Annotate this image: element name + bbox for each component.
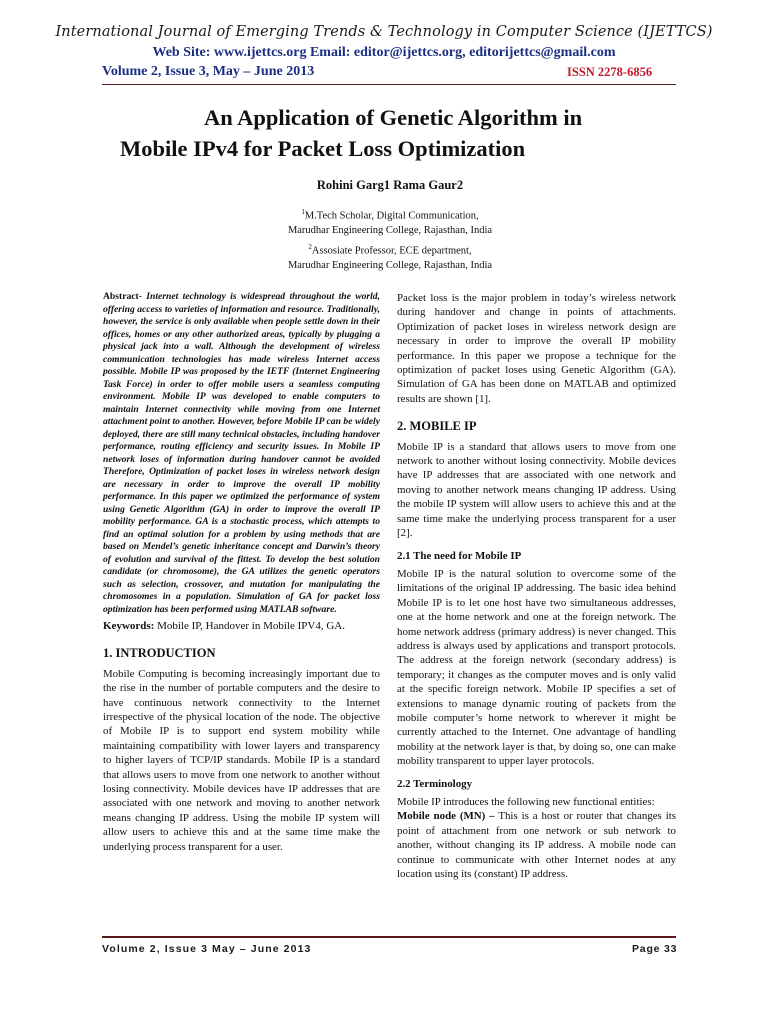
affiliation-2 (0, 240, 768, 273)
terminology-text: Mobile IP introduces the following new functional entities: (397, 796, 655, 808)
left-column (103, 291, 380, 854)
introduction-text: Mobile Computing is becoming increasingly important due to the rise in the number of portable computers and the desire to have continuous network connectivity to the Internet irrespective of the physical location of the node. The objective of Mobile IP is to support end system mobility while maintaining compatibility with lower layers and transparency to higher layers of TCP/IP standards. Mobile IP is a standard that allows users to move from one network to another without losing connectivity. Mobile devices have IP addresses that are associated with one network and moving to another network means changing IP address. Using the mobile IP system will allow users to achieve this and at the same time make the underlying process transparent for a user. (103, 667, 380, 853)
affiliation-1 (0, 205, 768, 238)
mobile-ip-text: Mobile IP is a standard that allows users to move from one network to another without losing connectivity. Mobile devices have IP addresses that are associated with one network and moving to another network means changing IP address. Using the mobile IP system will allow users to achieve this and at the same time make the underlying process transparent for a user [2]. (397, 440, 676, 540)
mobile-node-definition (397, 809, 676, 881)
keywords (103, 619, 380, 633)
volume-info: Volume 2, Issue 3, May – June 2013 (102, 64, 315, 79)
section-heading-introduction: 1. INTRODUCTION (103, 646, 216, 661)
packet-loss-paragraph: Packet loss is the major problem in today’s wireless network during handover and change in points of attachments. Optimization of packet loses in wireless network design are necessary in order to improve the overall IP mobility performance. In this paper we propose a technique for the optimization of packet loses using Genetic Algorithm (GA). Simulation of GA has been done on MATLAB and optimized results are shown [1]. (397, 292, 676, 405)
keywords-label: Keywords: (103, 620, 155, 632)
journal-name: International Journal of Emerging Trends & Technology in Computer Science (IJETTCS) (55, 24, 713, 40)
mobile-node-text: This is a host or router that changes its point of attachment from one network or sub network to another, without changing its IP address. A mobile node can continue to communicate with other Internet nodes at any location using its (constant) IP address. (397, 810, 676, 881)
footer-rule (102, 936, 676, 938)
title-line-2: Mobile IPv4 for Packet Loss Optimization (120, 136, 526, 161)
need-for-mobile-ip-text: Mobile IP is the natural solution to overcome some of the limitations of the original IP addressing. The basic idea behind Mobile IP is to let one host have two simultaneous addresses, one at the home network and one at the foreign network. The home network address (primary address) is never changed. This address is always used by applications and transport protocols. The address at the foreign network (secondary address) is temporary; it changes as the computer moves and is only valid at the specific foreign network. Mobile IP specifies a set of extensions to manage dynamic routing of packets from the mobile computer’s home network to wherever it might be currently attached to the Internet. One advantage of handling mobility at the network layer is that, by doing so, one can make mobility transparent to upper layer protocols. (397, 567, 676, 768)
subsection-heading-terminology: 2.2 Terminology (397, 777, 473, 790)
affil-2-marker: 2 (308, 243, 312, 251)
subsection-heading-need: 2.1 The need for Mobile IP (397, 549, 522, 562)
paper-title (120, 102, 680, 164)
affil-1-line-1: M.Tech Scholar, Digital Communication, (304, 210, 479, 222)
keywords-text: Mobile IP, Handover in Mobile IPV4, GA. (154, 620, 345, 632)
abstract-text: Internet technology is widespread throughout the world, offering access to varieties of information and resource. Traditionally, however, the service is only available when people settle down in their offices, homes or any other authorized areas, typically by plugging a physical jack into a wall. Although the development of wireless communication technologies has made wireless Internet access possible. Mobile IP was proposed by the IETF (Internet Engineering Task Force) in order to offer mobile users a seamless computing environment. Mobile IP was developed to enable computers to maintain Internet connectivity while moving from one Internet attachment point to another. However, before Mobile IP can be widely deployed, there are still many technical obstacles, including handover performance, routing efficiency and security issues. In Mobile IP network loses of information during handover cannot be avoided Therefore, Optimization of packet loses in wireless network design are necessary in order to improve the overall IP mobility performance. In this paper we optimized the performance of system using Genetic Algorithm (GA) in order to improve the overall IP mobility performance. GA is a stochastic process, which attempts to find an optimal solution for a problem by using methods that are based on Mendel’s genetic inheritance concept and Darwin’s theory of evolution and survival of the fittest. To develop the best solution candidate (or chromosome), the GA utilizes the genetic operators such as selection, crossover, and mutation for manipulating the chromosomes in a population. Simulation of GA for packet loss optimization has been performed using MATLAB software. (103, 291, 380, 615)
abstract-label: Abstract- (103, 291, 142, 302)
abstract (103, 291, 380, 616)
page-number: Page 33 (632, 943, 678, 955)
header-rule (102, 84, 676, 85)
section-heading-mobile-ip: 2. MOBILE IP (397, 419, 477, 434)
affil-2-line-1: Assosiate Professor, ECE department, (311, 245, 472, 257)
affil-1-line-2: Marudhar Engineering College, Rajasthan, India (287, 224, 493, 236)
affil-1-marker: 1 (301, 208, 305, 216)
right-column (397, 291, 676, 881)
authors: Rohini Garg1 Rama Gaur2 (316, 178, 464, 192)
issn: ISSN 2278-6856 (567, 65, 653, 79)
title-line-1: An Application of Genetic Algorithm in (204, 105, 583, 130)
mobile-node-label: Mobile node (MN) – (397, 810, 495, 823)
affil-2-line-2: Marudhar Engineering College, Rajasthan, India (287, 259, 493, 271)
footer-volume: Volume 2, Issue 3 May – June 2013 (102, 943, 312, 955)
journal-website: Web Site: www.ijettcs.org Email: editor@ijettcs.org, editorijettcs@gmail.com (152, 45, 616, 60)
